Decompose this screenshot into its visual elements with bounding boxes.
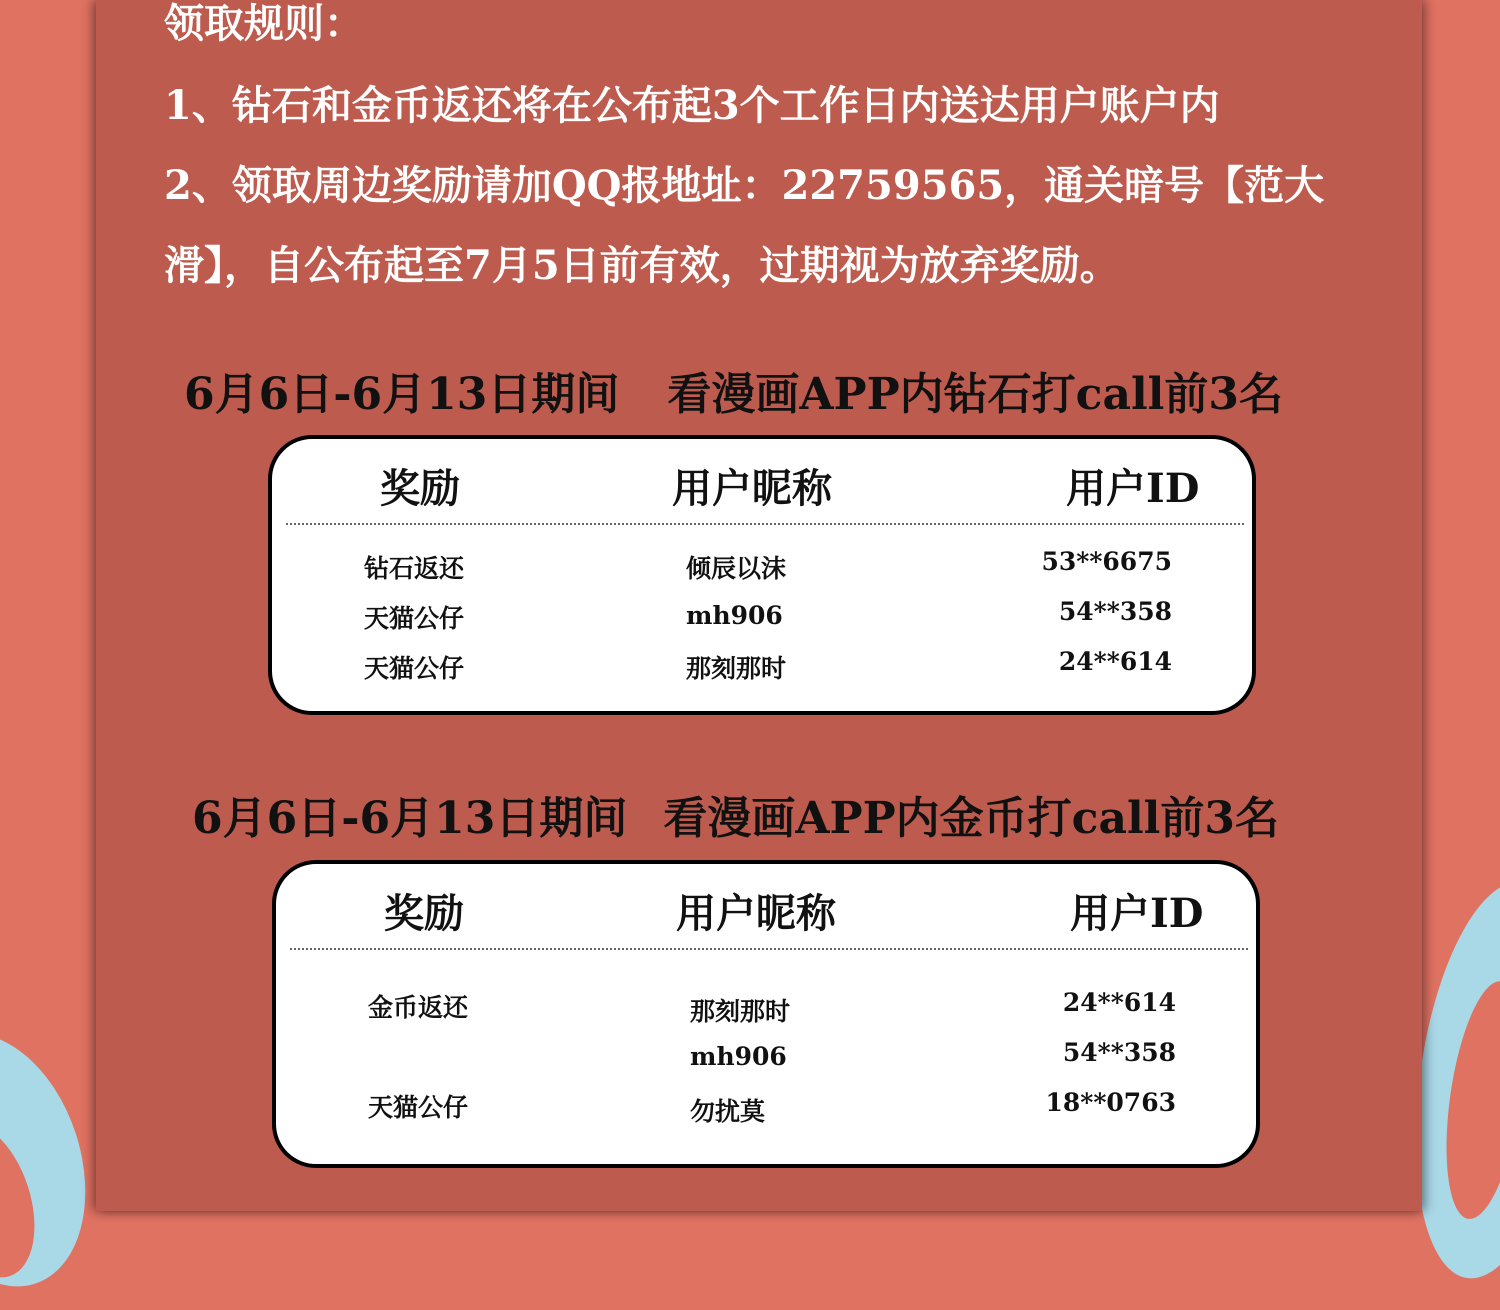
row-3-reward: 天猫公仔 [364,654,465,683]
section-title-text: 看漫画APP内金币打call前3名 [663,793,1279,844]
rules-line-2: 2、领取周边奖励请加QQ报地址：22759565，通关暗号【范大滑】，自公布起至7月5日前有效，过期视为放弃奖励。 [164,162,1325,289]
section-title-diamond [184,358,1283,422]
section-period: 6月6日-6月13日期间 [184,369,620,420]
row-2-nickname: mh906 [690,1042,787,1071]
section-period: 6月6日-6月13日期间 [192,793,628,844]
row-1-nickname: 倾辰以沫 [686,554,787,583]
row-3-nickname: 勿扰莫 [690,1097,766,1126]
header-divider [286,523,1244,525]
row-3-user-id: 18**0763 [1045,1088,1176,1117]
row-2-nickname: mh906 [686,601,783,630]
rules-title: 领取规则： [164,0,364,47]
row-1-user-id: 53**6675 [1041,547,1172,576]
row-2-user-id: 54**358 [1062,1038,1176,1067]
row-1-reward: 金币返还 [368,993,469,1022]
header-divider [290,948,1248,950]
row-2-user-id: 54**358 [1058,597,1172,626]
column-header-nickname: 用户昵称 [672,465,832,512]
column-header-user-id: 用户ID [1070,890,1204,937]
section-title-text: 看漫画APP内钻石打call前3名 [667,369,1283,420]
column-header-reward: 奖励 [380,465,460,512]
row-1-user-id: 24**614 [1062,988,1176,1017]
row-2-reward: 天猫公仔 [364,604,465,633]
leaderboard-card-coin [272,860,1260,1168]
row-1-nickname: 那刻那时 [690,997,791,1026]
column-header-user-id: 用户ID [1066,465,1200,512]
leaderboard-card-diamond [268,435,1256,715]
column-header-reward: 奖励 [384,890,464,937]
rules-line-1: 1、钻石和金币返还将在公布起3个工作日内送达用户账户内 [164,82,1220,129]
row-3-nickname: 那刻那时 [686,654,787,683]
row-1-reward: 钻石返还 [364,554,465,583]
column-header-nickname: 用户昵称 [676,890,836,937]
section-title-coin [192,782,1279,846]
row-3-user-id: 24**614 [1058,647,1172,676]
row-3-reward: 天猫公仔 [368,1093,469,1122]
